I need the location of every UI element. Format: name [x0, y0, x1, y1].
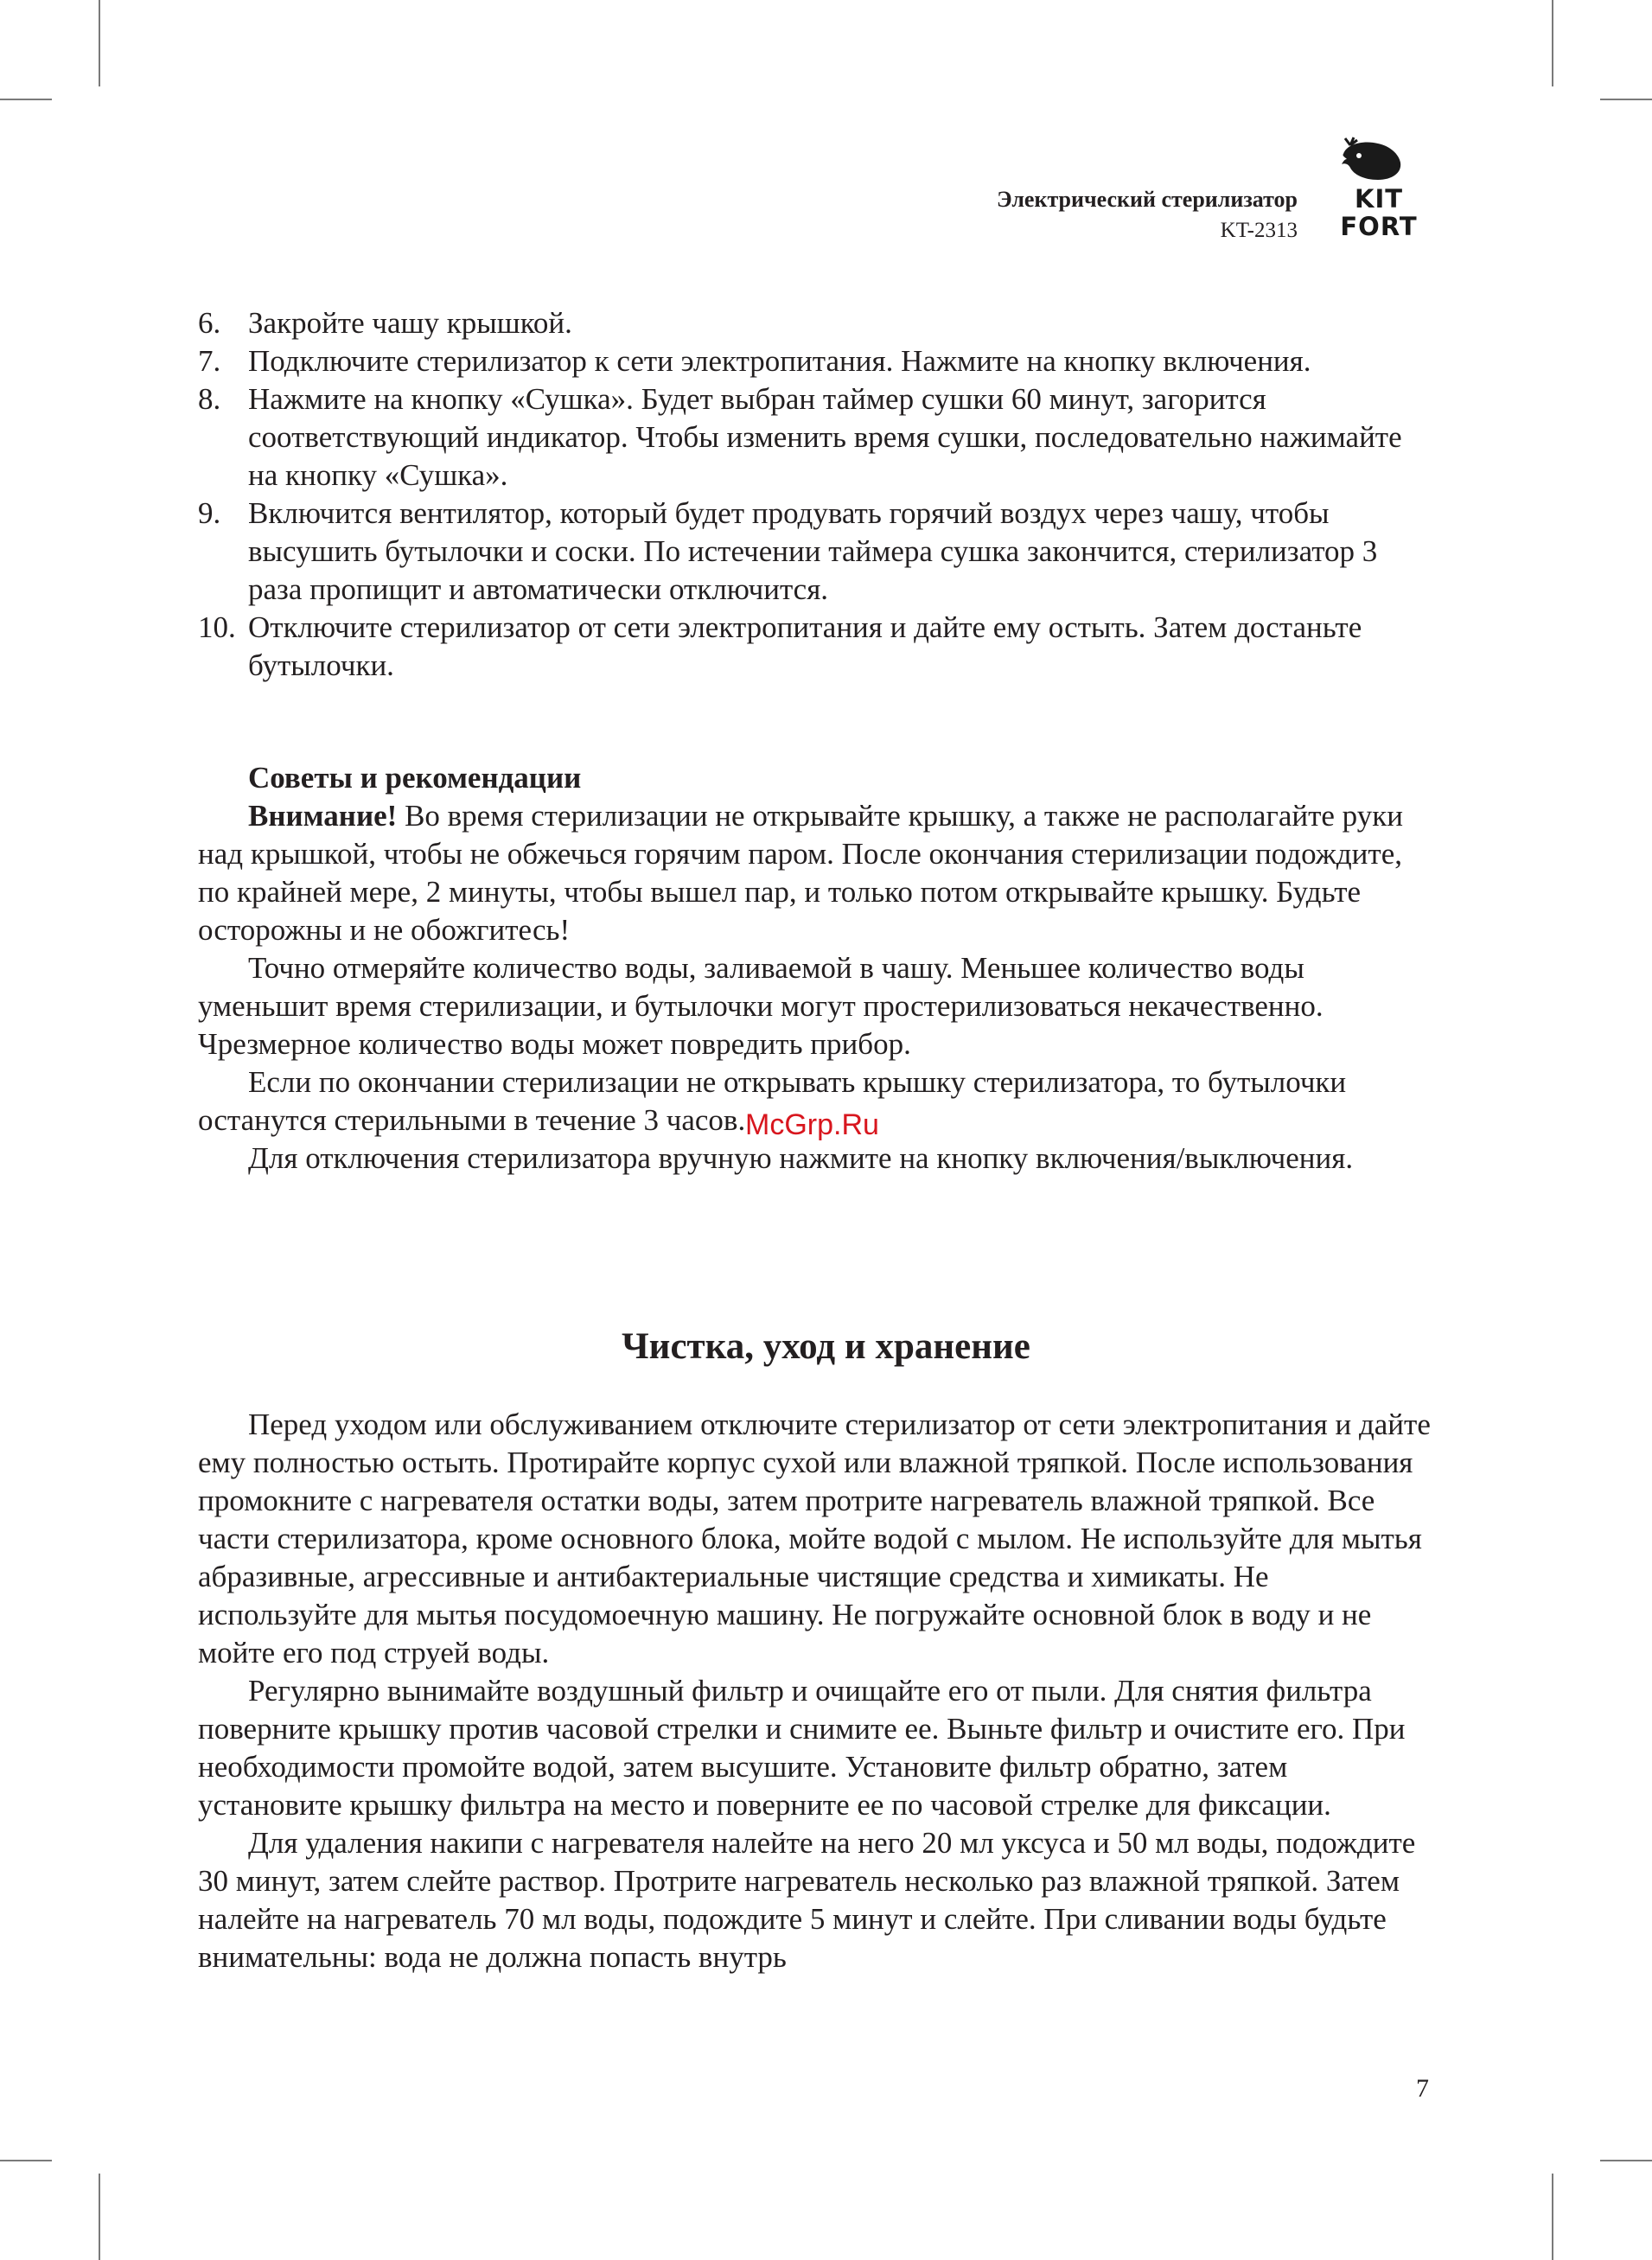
- step-text: Подключите стерилизатор к сети электропитания. Нажмите на кнопку включения.: [248, 344, 1311, 378]
- step-number: 9.: [198, 496, 221, 530]
- product-title: Электрический стерилизатор: [997, 187, 1298, 212]
- steps-list: [198, 304, 1434, 685]
- crop-mark: [1600, 2160, 1652, 2161]
- crop-mark: [0, 99, 52, 100]
- crop-mark: [99, 2174, 100, 2260]
- list-item: [198, 380, 1434, 495]
- page-header: [997, 184, 1298, 246]
- tip-paragraph: Точно отмеряйте количество воды, заливаемой в чашу. Меньшее количество воды уменьшит время стерилизации, и бутылочки могут простерилизоваться некачественно. Чрезмерное количество воды может повредить прибор.: [198, 951, 1324, 1061]
- step-number: 10.: [198, 610, 236, 644]
- tips-heading: Советы и рекомендации: [248, 761, 582, 795]
- crop-mark: [1600, 99, 1652, 100]
- list-item: [198, 304, 1434, 342]
- warning-label: Внимание!: [248, 799, 398, 833]
- care-paragraph: Регулярно вынимайте воздушный фильтр и очищайте его от пыли. Для снятия фильтра поверните крышку против часовой стрелки и снимите ее. Выньте фильтр и очистите его. При необходимости промойте водой, затем высушите. Установите фильтр обратно, затем установите крышку фильтра на место и поверните ее по часовой стрелке для фиксации.: [198, 1674, 1406, 1822]
- step-number: 7.: [198, 344, 221, 378]
- page-number: 7: [1416, 2074, 1429, 2103]
- step-text: Нажмите на кнопку «Сушка». Будет выбран таймер сушки 60 минут, загорится соответствующий индикатор. Чтобы изменить время сушки, последовательно нажимайте на кнопку «Сушка».: [248, 382, 1402, 492]
- section-title: Чистка, уход и хранение: [622, 1326, 1030, 1367]
- list-item: [198, 495, 1434, 609]
- step-text: Включится вентилятор, который будет продувать горячий воздух через чашу, чтобы высушить бутылочки и соски. По истечении таймера сушка закончится, стерилизатор 3 раза пропищит и автоматически отключится.: [248, 496, 1378, 606]
- warning-text: Во время стерилизации не открывайте крышку, а также не располагайте руки над крышкой, чтобы не обжечься горячим паром. После окончания стерилизации подождите, по крайней мере, 2 минуты, чтобы вышел пар, и только потом открывайте крышку. Будьте осторожны и не обожгитесь!: [198, 799, 1403, 947]
- crop-mark: [99, 0, 100, 86]
- crop-mark: [0, 2160, 52, 2161]
- care-paragraph: Для удаления накипи с нагревателя налейте на него 20 мл уксуса и 50 мл воды, подождите 30 минут, затем слейте раствор. Протрите нагреватель несколько раз влажной тряпкой. Затем налейте на нагреватель 70 мл воды, подождите 5 минут и слейте. При сливании воды будьте внимательны: вода не должна попасть внутрь: [198, 1826, 1416, 1974]
- crop-mark: [1552, 0, 1553, 86]
- tip-paragraph: Для отключения стерилизатора вручную нажмите на кнопку включения/выключения.: [248, 1141, 1354, 1175]
- crop-mark: [1552, 2174, 1553, 2260]
- watermark: McGrp.Ru: [745, 1108, 879, 1141]
- logo-text-line: KIT: [1354, 184, 1404, 214]
- step-number: 8.: [198, 382, 221, 416]
- list-item: [198, 342, 1434, 380]
- brand-logo: [1323, 137, 1435, 245]
- whale-icon: [1338, 137, 1407, 182]
- list-item: [198, 609, 1434, 685]
- logo-text-line: FORT: [1340, 212, 1418, 241]
- warning-paragraph: [198, 797, 1434, 949]
- care-section: [198, 1406, 1434, 1976]
- care-paragraph: Перед уходом или обслуживанием отключите стерилизатор от сети электропитания и дайте ему полностью остыть. Протирайте корпус сухой или влажной тряпкой. После использования промокните с нагревателя остатки воды, затем протрите нагреватель влажной тряпкой. Все части стерилизатора, кроме основного блока, мойте водой с мылом. Не используйте для мытья абразивные, агрессивные и антибактериальные чистящие средства и химикаты. Не используйте для мытья посудомоечную машину. Не погружайте основной блок в воду и не мойте его под струей воды.: [198, 1408, 1431, 1669]
- model-number: KT-2313: [1220, 219, 1298, 242]
- step-text: Закройте чашу крышкой.: [248, 306, 572, 340]
- step-text: Отключите стерилизатор от сети электропитания и дайте ему остыть. Затем достаньте бутылочки.: [248, 610, 1362, 682]
- step-number: 6.: [198, 306, 221, 340]
- tip-paragraph: Если по окончании стерилизации не открывать крышку стерилизатора, то бутылочки останутся стерильными в течение 3 часов.: [198, 1065, 1347, 1137]
